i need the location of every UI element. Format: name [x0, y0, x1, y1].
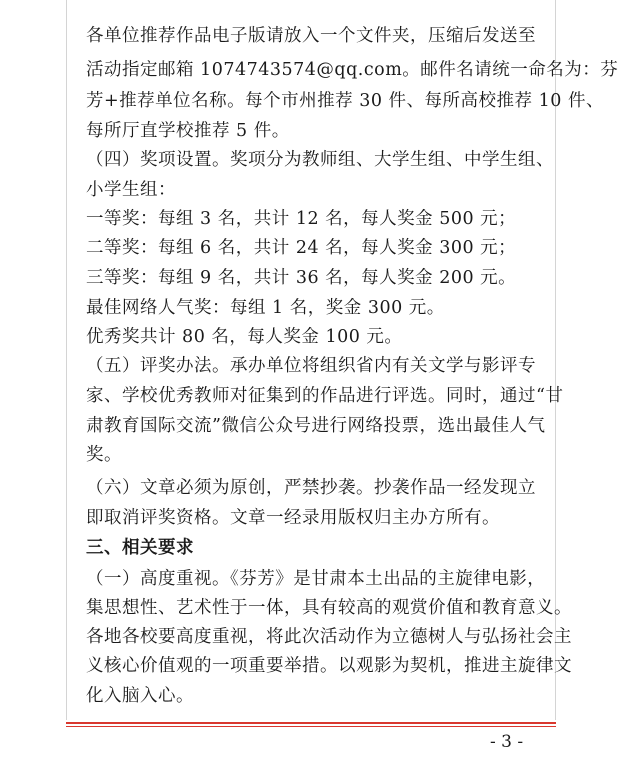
page-number: - 3 -: [490, 732, 524, 752]
text-line: 即取消评奖资格。文章一经录用版权归主办方所有。: [86, 508, 500, 528]
text-line: 三等奖：每组 9 名，共计 36 名，每人奖金 200 元。: [86, 268, 517, 288]
text-line: 二等奖：每组 6 名，共计 24 名，每人奖金 300 元；: [86, 238, 517, 258]
text-line: 化入脑入心。: [86, 686, 194, 706]
text-line: （一）高度重视。《芬芳》是甘肃本土出品的主旋律电影，: [86, 569, 546, 589]
text-line: 活动指定邮箱 1074743574@qq.com。邮件名请统一命名为：芬: [86, 60, 619, 80]
section-heading: 三、相关要求: [86, 538, 194, 558]
text-line: （六）文章必须为原创，严禁抄袭。抄袭作品一经发现立: [86, 478, 536, 498]
text-line: （四）奖项设置。奖项分为教师组、大学生组、中学生组、: [86, 150, 554, 170]
text-line: 最佳网络人气奖：每组 1 名，奖金 300 元。: [86, 298, 445, 318]
text-line: 各单位推荐作品电子版请放入一个文件夹，压缩后发送至: [86, 26, 536, 46]
text-line: 义核心价值观的一项重要举措。以观影为契机，推进主旋律文: [86, 656, 572, 676]
text-line: 家、学校优秀教师对征集到的作品进行评选。同时，通过“甘: [86, 386, 564, 406]
text-line: 每所厅直学校推荐 5 件。: [86, 121, 290, 141]
text-line: 奖。: [86, 445, 122, 465]
text-line: 肃教育国际交流”微信公众号进行网络投票，选出最佳人气: [86, 416, 546, 436]
footer-rule-thin: [66, 726, 556, 727]
text-line: 一等奖：每组 3 名，共计 12 名，每人奖金 500 元；: [86, 209, 517, 229]
text-line: （五）评奖办法。承办单位将组织省内有关文学与影评专: [86, 356, 536, 376]
text-line: 各地各校要高度重视，将此次活动作为立德树人与弘扬社会主: [86, 627, 572, 647]
text-line: 小学生组：: [86, 180, 176, 200]
text-line: 集思想性、艺术性于一体，具有较高的观赏价值和教育意义。: [86, 598, 572, 618]
text-line: 优秀奖共计 80 名，每人奖金 100 元。: [86, 327, 403, 347]
footer-rule-thick: [66, 722, 556, 724]
text-line: 芳+推荐单位名称。每个市州推荐 30 件、每所高校推荐 10 件、: [86, 91, 604, 111]
